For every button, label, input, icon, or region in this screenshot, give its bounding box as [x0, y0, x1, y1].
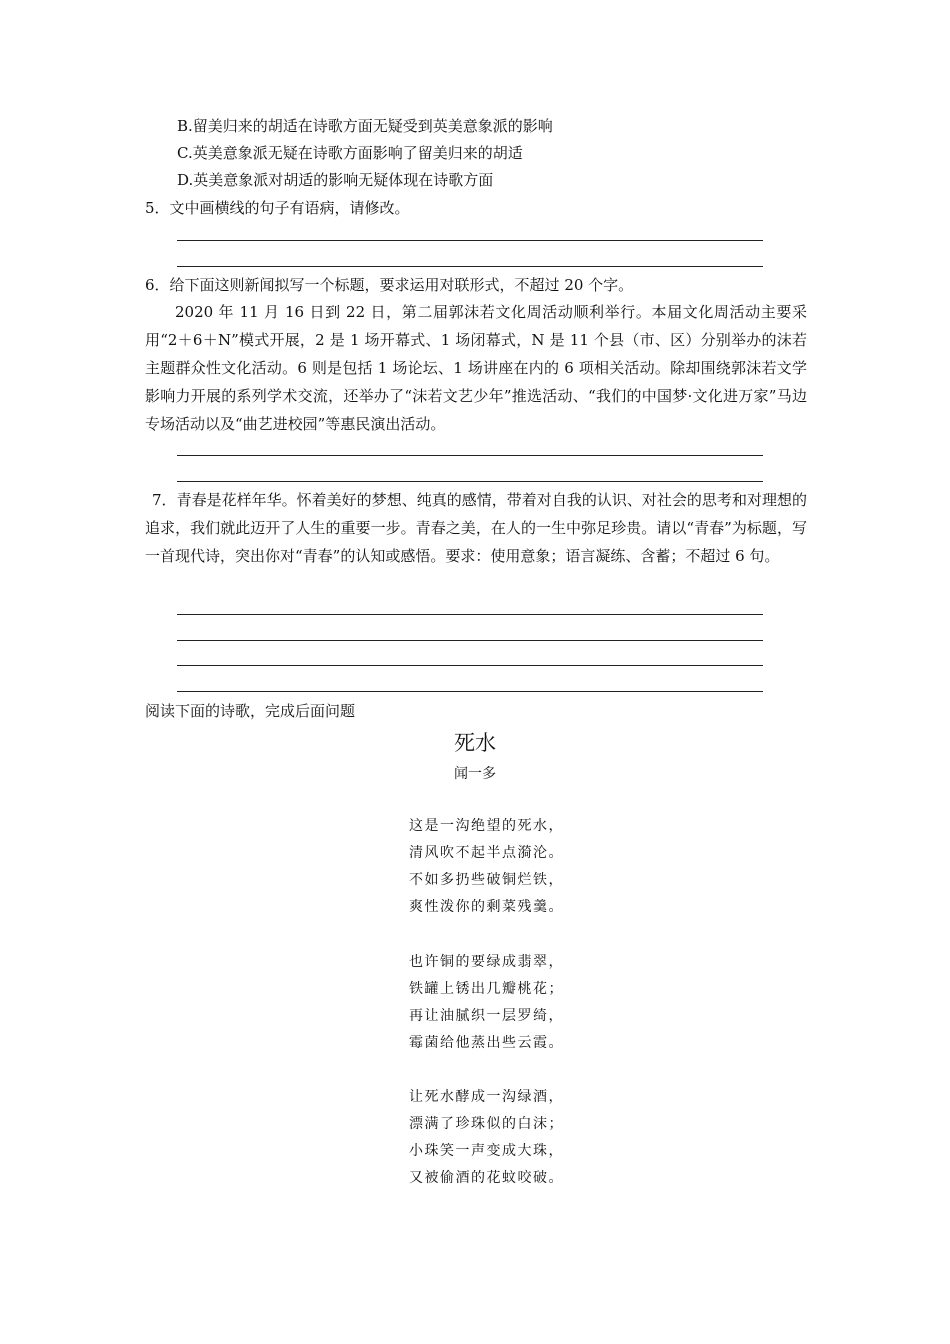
answer-line[interactable] — [177, 481, 763, 482]
answer-line[interactable] — [177, 614, 763, 615]
poem-line: 霉菌给他蒸出些云霞。 — [409, 1035, 564, 1051]
answer-line[interactable] — [177, 455, 763, 456]
answer-line[interactable] — [177, 240, 763, 241]
poem-line: 铁罐上锈出几瓣桃花； — [409, 981, 564, 997]
news-passage: 2020 年 11 月 16 日到 22 日，第二届郭沫若文化周活动顺利举行。本届文化周活动主要采用“2＋6＋N”模式开展，2 是 1 场开幕式、1 场闭幕式，N 是 11 个县（市、区）分别举办的沫若主题群众性文化活动。6 则是包括 1 场论坛、1 场讲座在内的 6 项相关活动。除却围绕郭沫若文学影响力开展的系列学术交流，还举办了“沫若文艺少年”推选活动、“我们的中国梦·文化进万家”马边专场活动以及“曲艺进校园”等惠民演出活动。 — [145, 303, 807, 433]
poem-line: 爽性泼你的剩菜残羹。 — [409, 899, 564, 915]
poem-stanza-1 — [409, 813, 564, 921]
question-5: 5．文中画横线的句子有语病，请修改。 — [145, 199, 410, 217]
reading-instruction: 阅读下面的诗歌，完成后面问题 — [145, 702, 356, 720]
poem-line: 不如多扔些破铜烂铁， — [409, 872, 564, 888]
poem-line: 漂满了珍珠似的白沫； — [409, 1116, 564, 1132]
option-b: B.留美归来的胡适在诗歌方面无疑受到英美意象派的影响 — [177, 117, 553, 135]
option-c: C.英美意象派无疑在诗歌方面影响了留美归来的胡适 — [177, 144, 523, 162]
poem-title: 死水 — [454, 731, 496, 755]
question-6: 6．给下面这则新闻拟写一个标题，要求运用对联形式，不超过 20 个字。 — [145, 276, 634, 294]
poem-line: 让死水酵成一沟绿酒， — [409, 1089, 564, 1105]
answer-line[interactable] — [177, 691, 763, 692]
option-d: D.英美意象派对胡适的影响无疑体现在诗歌方面 — [177, 171, 494, 189]
poem-stanza-2 — [409, 949, 564, 1057]
answer-line[interactable] — [177, 640, 763, 641]
answer-line[interactable] — [177, 665, 763, 666]
poem-line: 小珠笑一声变成大珠， — [409, 1143, 564, 1159]
poem-author: 闻一多 — [454, 766, 496, 782]
poem-line: 这是一沟绝望的死水， — [409, 818, 564, 834]
poem-line: 再让油腻织一层罗绮， — [409, 1008, 564, 1024]
poem-line: 又被偷酒的花蚊咬破。 — [409, 1170, 564, 1186]
answer-line[interactable] — [177, 266, 763, 267]
poem-stanza-3 — [409, 1084, 564, 1192]
question-7: 7．青春是花样年华。怀着美好的梦想、纯真的感情，带着对自我的认识、对社会的思考和对理想的追求，我们就此迈开了人生的重要一步。青春之美，在人的一生中弥足珍贵。请以“青春”为标题，写一首现代诗，突出你对“青春”的认知或感悟。要求：使用意象；语言凝练、含蓄；不超过 6 句。 — [145, 491, 807, 565]
poem-line: 也许铜的要绿成翡翠， — [409, 954, 564, 970]
poem-line: 清风吹不起半点漪沦。 — [409, 845, 564, 861]
